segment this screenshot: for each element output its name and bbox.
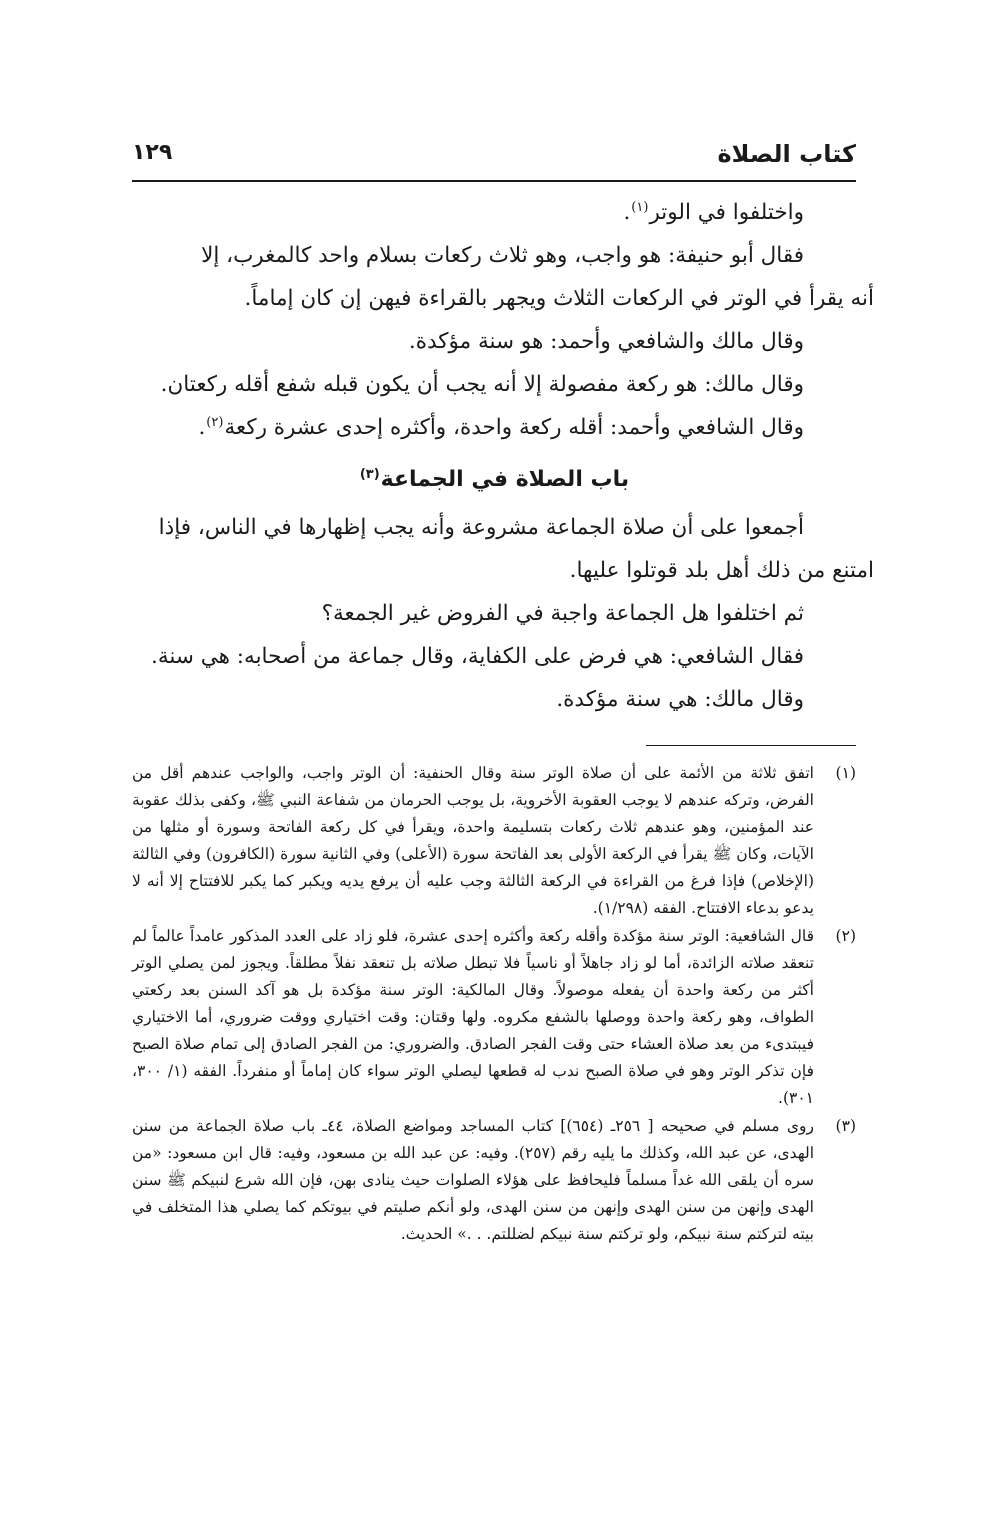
footnote-1 — [132, 760, 856, 922]
section-heading — [132, 458, 856, 502]
paragraph-5-text: وقال الشافعي وأحمد: أقله ركعة واحدة، وأكثره إحدى عشرة ركعة — [224, 415, 804, 440]
paragraph-5-end: . — [198, 415, 206, 440]
paragraph-5 — [132, 406, 856, 449]
footnote-1-number: (١) — [835, 764, 856, 782]
paragraph-1-end: . — [623, 200, 631, 225]
page-number: ١٢٩ — [132, 140, 173, 165]
paragraph-1-text: واختلفوا في الوتر — [649, 200, 804, 225]
footnote-2 — [132, 923, 856, 1112]
section-heading-text: باب الصلاة في الجماعة — [380, 467, 630, 492]
footnotes — [132, 760, 856, 1249]
paragraph-1 — [132, 191, 856, 234]
footnote-1-text: اتفق ثلاثة من الأئمة على أن صلاة الوتر سنة وقال الحنفية: أن الوتر واجب، والواجب عندهم أقل من الفرض، وتركه عندهم لا يوجب العقوبة الأخروية، بل يوجب الحرمان من شفاعة النبي ﷺ، وكفى بذلك عقوبة عند المؤمنين، وهو عندهم ثلاث ركعات بتسليمة واحدة، ويقرأ في كل ركعة الفاتحة وسورة أو مثلها من الآيات، وكان ﷺ يقرأ في الركعة الأولى بعد الفاتحة سورة (الأعلى) وفي الثانية سورة (الكافرون) وفي الثالثة (الإخلاص) فإذا فرغ من القراءة في الركعة الثالثة وجب عليه أن يرفع يديه ويكبر كما يكبر للافتتاح إلا أنه لا يدعو بدعاء الافتتاح. الفقه (١/٢٩٨). — [132, 764, 814, 917]
paragraph-2-line-1: فقال أبو حنيفة: هو واجب، وهو ثلاث ركعات بسلام واحد كالمغرب، إلا — [201, 243, 804, 268]
footnote-3-number: (٣) — [835, 1117, 856, 1135]
running-title: كتاب الصلاة — [717, 140, 856, 168]
paragraph-3: وقال مالك والشافعي وأحمد: هو سنة مؤكدة. — [408, 329, 804, 354]
footnote-ref-1[interactable]: (١) — [631, 199, 649, 215]
paragraph-6-line-1: أجمعوا على أن صلاة الجماعة مشروعة وأنه يجب إظهارها في الناس، فإذا — [158, 515, 804, 540]
paragraph-7: ثم اختلفوا هل الجماعة واجبة في الفروض غير الجمعة؟ — [321, 601, 804, 626]
paragraph-9: وقال مالك: هي سنة مؤكدة. — [556, 687, 804, 712]
paragraph-8: فقال الشافعي: هي فرض على الكفاية، وقال جماعة من أصحابه: هي سنة. — [151, 644, 804, 669]
footnote-2-number: (٢) — [835, 927, 856, 945]
footnote-3 — [132, 1113, 856, 1248]
footnote-ref-2[interactable]: (٢) — [206, 414, 224, 430]
footnote-3-text: روى مسلم في صحيحه [ ٢٥٦ـ (٦٥٤)] كتاب المساجد ومواضع الصلاة، ٤٤ـ باب صلاة الجماعة من سنن الهدى، عن عبد الله، وكذلك ما يليه رقم (٢٥٧). وفيه: عن عبد الله بن مسعود، وفيه: قال ابن مسعود: «من سره أن يلقى الله غداً مسلماً فليحافظ على هؤلاء الصلوات حيث ينادى بهن، فإن الله شرع لنبيكم ﷺ سنن الهدى وإنهن من سنن الهدى وإنهن من سنن الهدى، ولو أنكم صليتم في بيوتكم كما يصلي هذا المتخلف في بيته لتركتم سنة نبيكم، ولو تركتم سنة نبيكم لضللتم. . .» الحديث. — [132, 1117, 815, 1243]
paragraph-4: وقال مالك: هو ركعة مفصولة إلا أنه يجب أن يكون قبله شفع أقله ركعتان. — [160, 372, 804, 397]
footnote-rule — [646, 745, 856, 746]
main-text — [132, 191, 874, 721]
header-rule — [132, 180, 856, 182]
paragraph-2-line-2: أنه يقرأ في الوتر في الركعات الثلاث ويجهر بالقراءة فيهن إن كان إماماً. — [244, 286, 874, 311]
paragraph-6-line-2: امتنع من ذلك أهل بلد قوتلوا عليها. — [569, 558, 874, 583]
footnote-ref-3[interactable]: (٣) — [359, 466, 380, 482]
footnote-2-text: قال الشافعية: الوتر سنة مؤكدة وأقله ركعة وأكثره إحدى عشرة، فلو زاد على العدد المذكور عامداً عالماً لم تنعقد صلاته الزائدة، أما لو زاد جاهلاً أو ناسياً فلا تبطل صلاته بل تنعقد نفلاً مطلقاً. ويجوز لمن يصلي الوتر أكثر من ركعة واحدة أن يفعله موصولاً. وقال المالكية: الوتر سنة مؤكدة بل هو آكد السنن بعد ركعتي الطواف، وهو ركعة واحدة ووصلها بالشفع مكروه. ولها وقتان: وقت اختياري ووقت ضروري، أما الاختياري فيبتدىء من بعد صلاة العشاء حتى وقت الفجر الصادق. والضروري: من الفجر الصادق إلى تمام صلاة الصبح فإن تذكر الوتر وهو في صلاة الصبح ندب له قطعها ليصلي الوتر سواء كان إماماً أو منفرداً. الفقه (١/ ٣٠٠، ٣٠١). — [132, 927, 814, 1107]
